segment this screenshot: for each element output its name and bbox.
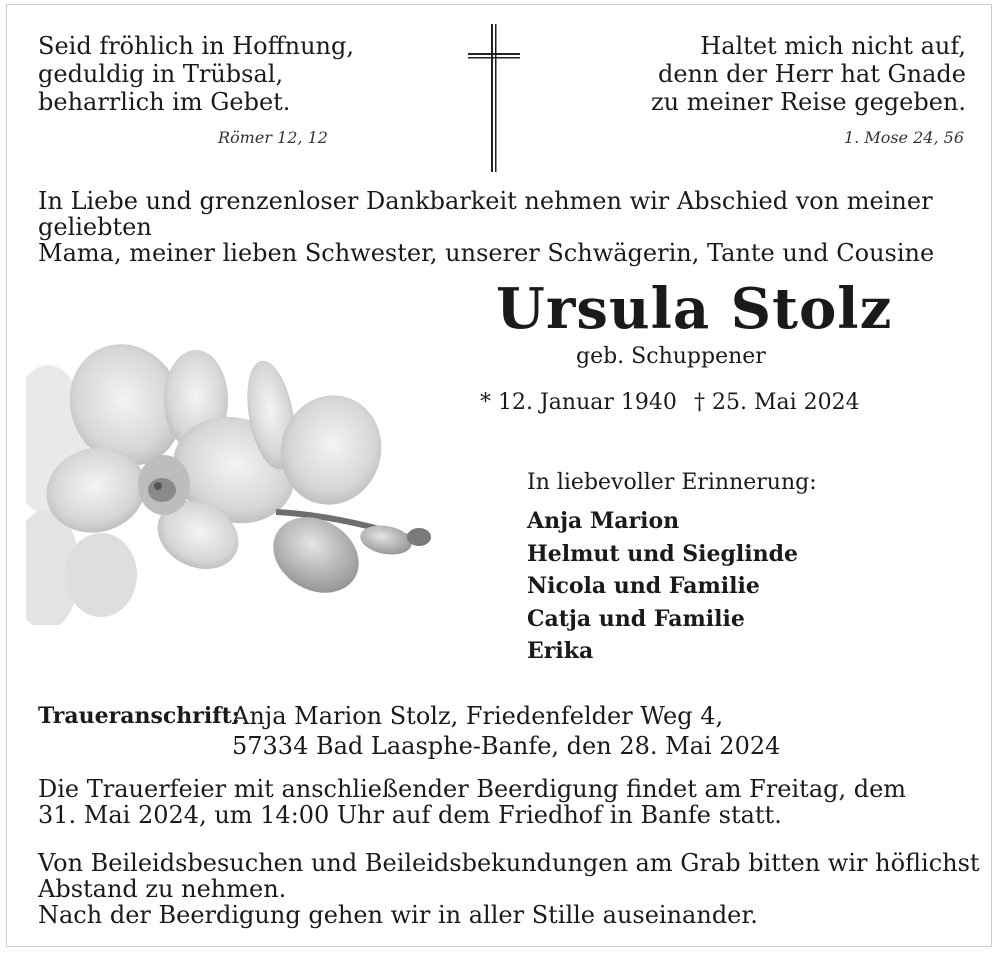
address-label: Traueranschrift: <box>38 703 240 729</box>
notice-line: Abstand zu nehmen. <box>38 875 287 903</box>
address-line-1: Anja Marion Stolz, Friedenfelder Weg 4, <box>232 702 724 730</box>
verse-left-line: geduldig in Trübsal, <box>38 60 284 88</box>
mourner-name: Anja Marion <box>527 508 680 534</box>
cross-icon <box>468 24 520 172</box>
funeral-line: Die Trauerfeier mit anschließender Beerdigung findet am Freitag, dem <box>38 775 907 803</box>
notice-line: Von Beileidsbesuchen und Beileidsbekundungen am Grab bitten wir höflichst <box>38 849 980 877</box>
notice-line: Nach der Beerdigung gehen wir in aller Stille auseinander. <box>38 901 758 929</box>
notice-text <box>38 850 980 928</box>
verse-right-line: denn der Herr hat Gnade <box>657 60 966 88</box>
mourner-name: Catja und Familie <box>527 605 745 632</box>
birth-date: * 12. Januar 1940 <box>480 390 677 415</box>
verse-left-line: beharrlich im Gebet. <box>38 88 291 116</box>
mourner-name: Helmut und Sieglinde <box>527 540 798 567</box>
funeral-info <box>38 776 906 828</box>
maiden-name: geb. Schuppener <box>576 344 766 369</box>
mourner-name: Nicola und Familie <box>527 573 760 599</box>
mourners-heading: In liebevoller Erinnerung: <box>527 470 817 495</box>
orchid-image <box>26 340 436 625</box>
deceased-name: Ursula Stolz <box>496 276 893 342</box>
address-line-2: 57334 Bad Laasphe-Banfe, den 28. Mai 2024 <box>232 732 781 760</box>
verse-right-line: zu meiner Reise gegeben. <box>650 88 966 116</box>
verse-left-reference: Römer 12, 12 <box>218 128 328 147</box>
intro-line: In Liebe und grenzenloser Dankbarkeit nehmen wir Abschied von meiner geliebten <box>38 187 933 241</box>
death-date: † 25. Mai 2024 <box>694 390 860 415</box>
verse-right-reference: 1. Mose 24, 56 <box>843 128 964 147</box>
verse-right <box>651 32 966 116</box>
verse-left <box>38 32 354 116</box>
mourners-list <box>527 505 798 668</box>
verse-right-line: Haltet mich nicht auf, <box>700 32 966 60</box>
mourner-name: Erika <box>527 638 594 664</box>
intro-text <box>38 188 1000 266</box>
intro-line: Mama, meiner lieben Schwester, unserer Schwägerin, Tante und Cousine <box>38 239 935 267</box>
verse-left-line: Seid fröhlich in Hoffnung, <box>38 32 355 60</box>
funeral-line: 31. Mai 2024, um 14:00 Uhr auf dem Friedhof in Banfe statt. <box>38 801 782 829</box>
